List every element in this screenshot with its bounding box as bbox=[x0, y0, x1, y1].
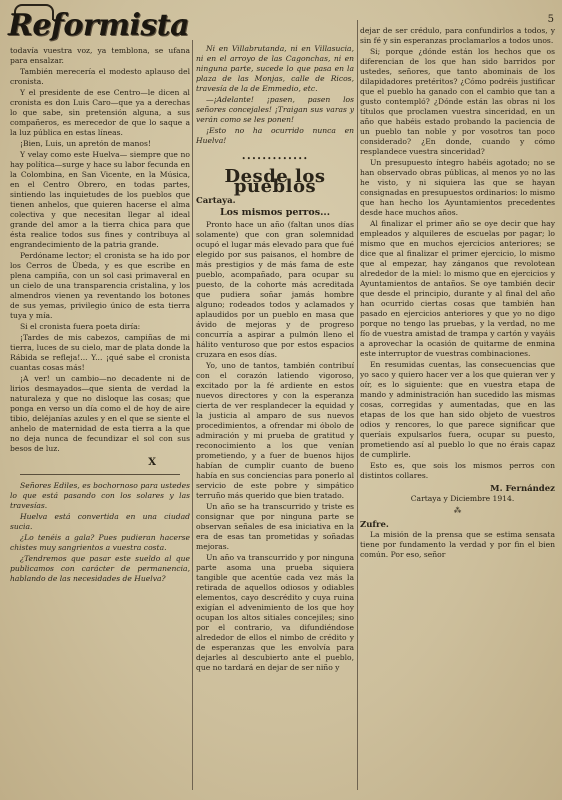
masthead-title: Reformista bbox=[8, 8, 190, 43]
paragraph: dejar de ser crédulo, para confundirlos a todos, y sin fé y sin esperanzas proclamarlos a todos unos. bbox=[360, 26, 555, 45]
paragraph: ¿Tendremos que pasar este sueldo al que publicamos con carácter de permanencia, hablando de las necesidades de Huelva? bbox=[10, 554, 190, 583]
paragraph: Perdóname lector; el cronista se ha ido por los Cerros de Úbeda, y es que escribe en plena campiña, con un sol casi primaveral en un cielo de una transparencia cristalina, y los almendros vienen ya reventando los botones de sus yemas, privilegio único de esta tierra tuya y mía. bbox=[10, 251, 190, 320]
dateline: Cartaya y Diciembre 1914. bbox=[410, 494, 515, 503]
paragraph: Un presupuesto íntegro habéis agotado; no se han observado obras públicas, al menos yo no las he visto, y ni siquiera las que se hayan consignadas en presupuestos ordinarios: lo mismo que han hecho los Ayuntamientos precedentes desde hace muchos años. bbox=[360, 158, 555, 217]
column-divider bbox=[357, 20, 358, 790]
page-number: 5 bbox=[547, 14, 554, 25]
paragraph: Si el cronista fuera poeta diría: bbox=[20, 322, 141, 331]
paragraph: ¿Lo tenéis a gala? Pues pudieran hacerse chistes muy sangrientos a vuestra costa. bbox=[10, 533, 190, 552]
paragraph: ¡Esto no ha ocurrido nunca en Huelva! bbox=[196, 126, 354, 145]
paragraph: todavía vuestra voz, ya temblona, se ufana para ensalzar. bbox=[10, 46, 190, 65]
section-mark: X bbox=[148, 457, 156, 468]
paragraph: Y el presidente de ese Centro—le dicen al cronista es don Luis Caro—que ya a derechas lo que sabe, sin pretensión alguna, a sus compañeros, es merecedor de que lo saque a la luz pública en estas líneas. bbox=[10, 88, 190, 137]
paragraph: Señores Ediles, es bochornoso para ustedes lo que está pasando con los solares y las travesías. bbox=[10, 481, 190, 510]
asterism-ornament: ⁂ bbox=[453, 506, 462, 515]
middle-column bbox=[196, 0, 354, 800]
paragraph: Si; porque ¿dónde están los hechos que os diferencian de los que han sido barridos por ustedes, señores, que tanto abominais de los dilapidadores pretéritos? ¿Cómo podréis justificar que el pueblo ha ganado con el cambio que tan a gusto contempló? ¿Dónde están las obras ni los títulos que proclamen vuestra sinceridad, en un año que habéis estado probando la paciencia de un pueblo tan noble y por vosotros tan poco considerado? ¿En donde, cuando y cómo resplandece vuestra sinceridad? bbox=[360, 47, 555, 156]
ornament-divider: ••••••••••••• bbox=[241, 155, 309, 163]
dateline-place: Cartaya. bbox=[196, 196, 236, 206]
paragraph: Un año se ha transcurrido y triste es consignar que por ninguna parte se observan señales de esa iniciativa en la era de esas tan prometidas y soñadas mejoras. bbox=[196, 502, 354, 551]
paragraph: También merecería el modesto aplauso del cronista. bbox=[10, 67, 190, 86]
column-divider bbox=[192, 40, 193, 790]
paragraph: Un año va transcurrido y por ninguna parte asoma una prueba siquiera tangible que acentúe cada vez más la retirada de aquellos odiosos y odiables elementos, cayo descrédito y cuya ruina exigían el advenimiento de los que hoy ocupan los altos sitiales concejiles; sino por el contrario, va difundiéndose alrededor de ellos el nimbo de crédito y de esperanzas que les envolvía para dejarles al descubierto ante el pueblo, que no tardará en dejar de ser niño y bbox=[196, 553, 354, 672]
article-subtitle: Los mismos perros... bbox=[219, 207, 331, 218]
paragraph: ¡A ver! un cambio—no decadente ni de lirios desmayados—que sienta de verdad la naturaleza y que no disloque las cosas; que ponga en verso un día como el de hoy de aire tibio, deléjanías azules y en el que se siente el anhelo de maternidad de esta tierra a la que no deja nunca de fecundizar el sol con sus besos de luz. bbox=[10, 374, 190, 453]
divider bbox=[20, 474, 180, 475]
paragraph: En resumidas cuentas, las consecuencias que yo saco y quiero hacer ver a los que quieran ver y oír, es lo siguiente: que en vuestra etapa de mando y administración han sucedido las mismas cosas, corregidas y aumentadas, que en las etapas de los que han sido objeto de vuestros odios y rencores, lo que parece significar que queríais expulsarlos fuera, ocupar su puesto, prometiendo así al pueblo lo que no érais capaz de cumplirle. bbox=[360, 360, 555, 459]
paragraph: Esto es, que sois los mismos perros con distintos collares. bbox=[360, 461, 555, 480]
paragraph: ¡Bien, Luis, un apretón de manos! bbox=[20, 139, 151, 148]
paragraph: Y velay como este Huelva— siempre que no hay política—surge y hace su labor fecunda en la Colombina, en San Vicente, en la Música, en el Centro Obrero, en todas partes, sintiendo las inquietudes de los pueblos que tienen anhelos, que quieren hacerse el alma colectiva y que necesitan llegar al ideal grande del amor a la tierra chica para que ésta realice todos sus fines y contribuya al engrandecimiento de la patria grande. bbox=[10, 150, 190, 249]
paragraph: La misión de la prensa que se estima sensata tiene por fundamento la verdad y por fin el bien común. Por eso, señor bbox=[360, 530, 555, 559]
paragraph: Yo, uno de tantos, también contribuí con el corazón latiendo vigoroso, excitado por la fé ardiente en estos nuevos directores y con la esperanza cierta de ver resplandecer la equidad y la justicia al amparo de sus nuevos procedimientos, a ofrendar mi óbolo de admiración y mi prueba de gratitud y reconocimiento a los que venían prometiendo, y a fuer de buenos hijos habían de cumplir cuanto de bueno había en sus conciencias para ponerlo al servicio de este pobre y simpático terruño más querido que bien tratado. bbox=[196, 361, 354, 500]
author-signature: M. Fernández bbox=[490, 484, 555, 494]
paragraph: Al finalizar el primer año se oye decir que hay empleados y alquileres de escuelas por pagar; lo mismo que en muchos ejercicios anteriores; se dice que al finalizar el primer ejercicio, lo mismo que al empezar, hay zánganos que revolotean alrededor de la miel: lo mismo que en ejercicios y Ayuntamientos de antaños. Se oye también decir que desde el principio, durante y al final del año han ocurrido ciertas cosas que también han pasado en ejercicios anteriores y que yo no digo porque no tengo las pruebas, y la verdad, no me fío de vuestra amistad de trampa y cartón y vayáis a aprovechar la ocasión de quitarme de enmina este interruptor de vuestras combinaciones. bbox=[360, 219, 555, 358]
left-column bbox=[10, 0, 190, 800]
paragraph: Huelva está convertida en una ciudad sucia. bbox=[10, 512, 190, 531]
right-column bbox=[360, 0, 555, 800]
paragraph: ¡Tardes de mis cabezos, campiñas de mi tierra, luces de su cielo, mar de plata donde la Rábida se refleja!... Y... ¡qué sabe el cronista cuantas cosas más! bbox=[10, 333, 190, 372]
paragraph: Ni en Villabrutanda, ni en Villasucia, ni en el arroyo de las Cagonchas, ni en ninguna parte, sucede lo que pasa en la plaza de las Monjas, calle de Ricos, travesía de la de Emmedio, etc. bbox=[196, 44, 354, 93]
section-headline: Desde los pueblos bbox=[224, 166, 326, 197]
dateline-place: Zufre. bbox=[360, 520, 389, 530]
paragraph: —¡Adelante! ¡pasen, pasen los señores concejales! ¡Traigan sus varas y verán como se les ponen! bbox=[196, 95, 354, 124]
paragraph: Pronto hace un año (faltan unos días solamente) que con gran solemnidad ocupó el lugar más elevado para que fué elegido por sus paisanos, el hombre de más prestigios y de más fama de este pueblo, acompañado, para ocupar su puesto, de la cohorte más acreditada que pudiera soñar jamás hombre alguno; rodeados todos y aclamados y aplaudidos por un pueblo en masa que ávido de mejoras y de progreso concurría a aspirar a pulmón lleno el hálito venturoso que por estos espacios cruzara en esos días. bbox=[196, 220, 354, 359]
